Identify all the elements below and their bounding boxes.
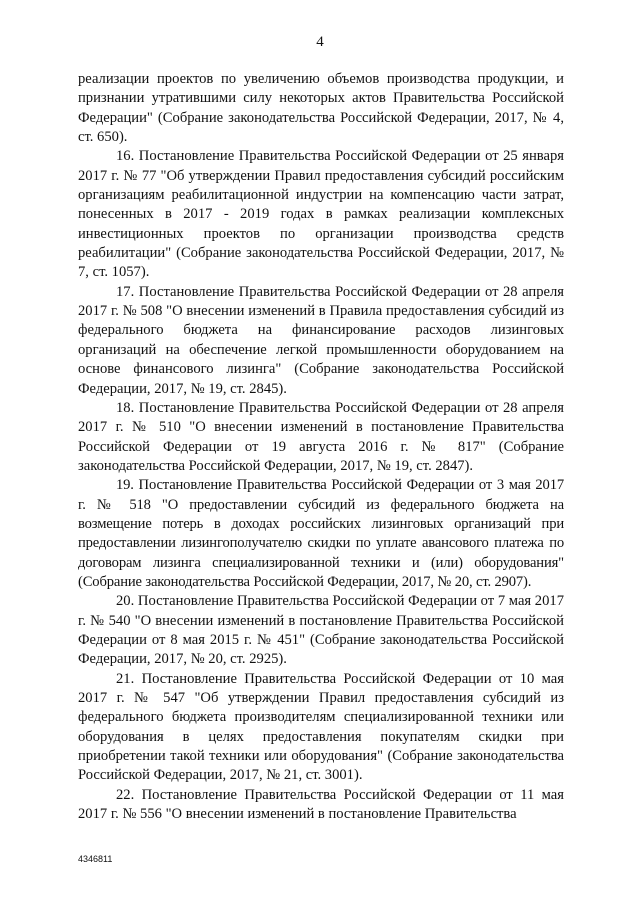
paragraph-item-20: 20. Постановление Правительства Российской Федерации от 7 мая 2017 г. № 540 "О внесении изменений в постановление Правительства Российской Федерации от 8 мая 2015 г. № 451" (Собрание законодательства Российской Федерации, 2017, № 20, ст. 2925). [78, 593, 564, 668]
paragraph-item-22: 22. Постановление Правительства Российской Федерации от 11 мая 2017 г. № 556 "О внесении изменений в постановление Правительства [78, 786, 564, 823]
paragraph-continuation: реализации проектов по увеличению объемов производства продукции, и признании утратившими силу некоторых актов Правительства Российской Федерации" (Собрание законодательства Российской Федерации, 2017, № 4, ст. 650). [78, 71, 564, 146]
document-body [78, 70, 564, 824]
paragraph-item-21: 21. Постановление Правительства Российской Федерации от 10 мая 2017 г. № 547 "Об утверждении Правил предоставления субсидий из федерального бюджета производителям специализированной техники или оборудования в целях предоставления покупателям скидки при приобретении такой техники или оборудования" (Собрание законодательства Российской Федерации, 2017, № 21, ст. 3001). [78, 670, 564, 784]
paragraph-item-17: 17. Постановление Правительства Российской Федерации от 28 апреля 2017 г. № 508 "О внесении изменений в Правила предоставления субсидий из федерального бюджета на финансирование расходов лизинговых организаций на обеспечение легкой промышленности оборудованием на основе финансового лизинга" (Собрание законодательства Российской Федерации, 2017, № 19, ст. 2845). [78, 283, 564, 397]
paragraph-item-16: 16. Постановление Правительства Российской Федерации от 25 января 2017 г. № 77 "Об утверждении Правил предоставления субсидий российским организациям реабилитационной индустрии на компенсацию части затрат, понесенных в 2017 - 2019 годах в рамках реализации комплексных инвестиционных проектов по организации производства средств реабилитации" (Собрание законодательства Российской Федерации, 2017, № 7, ст. 1057). [78, 148, 564, 281]
document-code: 4346811 [78, 854, 113, 864]
paragraph-item-18: 18. Постановление Правительства Российской Федерации от 28 апреля 2017 г. № 510 "О внесении изменений в постановление Правительства Российской Федерации от 19 августа 2016 г. № 817" (Собрание законодательства Российской Федерации, 2017, № 19, ст. 2847). [78, 399, 564, 474]
paragraph-item-19: 19. Постановление Правительства Российской Федерации от 3 мая 2017 г. № 518 "О предоставлении субсидий из федерального бюджета на возмещение потерь в доходах российских лизинговых организаций при предоставлении лизингополучателю скидки по уплате авансового платежа по договорам лизинга специализированной техники и (или) оборудования" (Собрание законодательства Российской Федерации, 2017, № 20, ст. 2907). [78, 477, 564, 590]
page-number: 4 [316, 34, 324, 50]
